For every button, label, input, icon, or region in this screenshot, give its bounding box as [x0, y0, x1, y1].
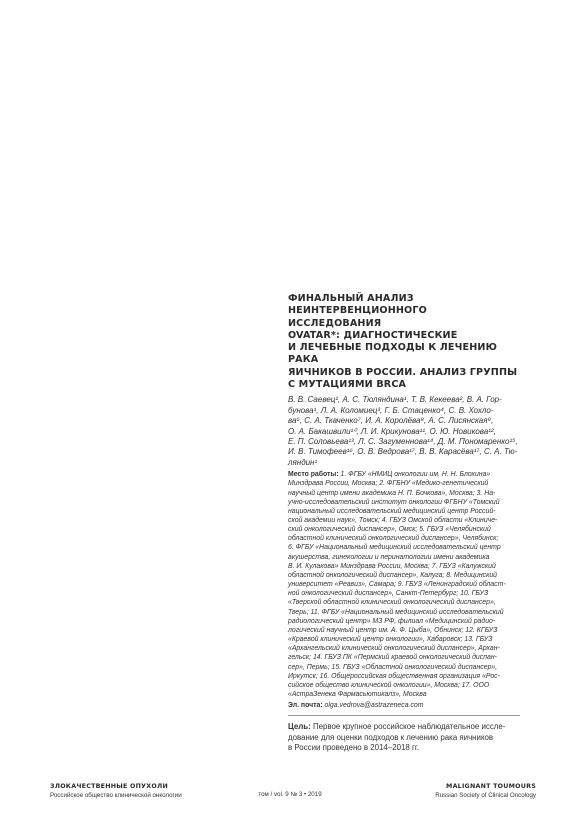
text-line: Иркутск; 16. Общероссийская общественная организация «Рос-: [288, 672, 500, 680]
text-line: И ЛЕЧЕБНЫЕ ПОДХОДЫ К ЛЕЧЕНИЮ РАКА: [288, 342, 498, 366]
text-line: в России проведено в 2014–2018 гг.: [288, 743, 419, 753]
text-line: ский онкологический диспансер», Омск; 5. ГБУЗ «Челябинский: [288, 526, 491, 534]
text-line: «Архангельский клинический онкологический диспансер», Архан-: [288, 645, 500, 653]
aim-paragraph: [288, 722, 520, 754]
email-address[interactable]: olga.vedrova@astrazeneca.com: [322, 702, 424, 710]
text-line: ной онкологический диспансер», Санкт-Петербург; 10. ГБУЗ: [288, 590, 489, 598]
footer-left: [50, 782, 250, 800]
text-line: ФИНАЛЬНЫЙ АНАЛИЗ: [288, 293, 414, 304]
text-line: Е. П. Соловьева¹³, Л. С. Загуменнова¹⁴, Д. М. Пономаренко¹⁵,: [288, 437, 518, 446]
text-line: логический научный центр им. А. Ф. Цыба», Обнинск; 12. КГБУЗ: [288, 626, 498, 634]
society-name-ru: Российское общество клинической онкологии: [50, 792, 182, 799]
journal-title-en: MALIGNANT TOUMOURS: [446, 783, 536, 790]
aim-text: [288, 722, 505, 752]
society-name-en: Russian Society of Clinical Oncology: [435, 792, 536, 799]
text-line: ва⁶, С. А. Ткаченко⁷, И. А. Королёва⁸, А. С. Лисянская⁹,: [288, 416, 494, 426]
text-line: OVATAR*: ДИАГНОСТИЧЕСКИЕ: [288, 329, 458, 341]
text-line: «Краевой клинический центр онкологии», Хабаровск; 13. ГБУЗ: [288, 636, 493, 644]
text-line: радиологический центр» МЗ РФ, филиал «Медицинский радио-: [288, 617, 496, 625]
text-line: национальный исследовательский медицинский центр Россий-: [288, 507, 496, 515]
text-line: О. А. Бакашвили¹⁰, Л. И. Крикунова¹¹, О. Ю. Новикова¹²,: [288, 426, 496, 436]
affiliations: [288, 470, 520, 699]
text-line: областной онкологический диспансер», Калуга; 8. Медицинский: [288, 571, 497, 579]
text-line: сийское общество клинической онкологии», Москва; 17. ООО: [288, 681, 490, 689]
text-line: ляндин¹: [288, 457, 318, 467]
email-label: Эл. почта:: [288, 702, 323, 710]
authors-list: [288, 395, 520, 468]
text-line: С МУТАЦИЯМИ BRCA: [288, 379, 407, 391]
issue-info: том / vol. 9 № 3 • 2019: [258, 791, 322, 798]
page-footer: [0, 782, 580, 812]
text-line: дование для оценки подходов к лечению рака яичников: [288, 732, 494, 742]
text-line: Первое крупное российское наблюдательное иссле-: [310, 722, 506, 732]
text-line: В. В. Саевец¹, А. С. Тюляндина¹, Т. В. Кекеева², В. А. Гор-: [288, 395, 502, 405]
article-title: [288, 293, 520, 391]
footer-right: [336, 782, 536, 800]
email-line: [288, 701, 520, 710]
text-line: 6. ФГБУ «Национальный медицинский исследовательский центр: [288, 544, 501, 552]
text-line: В. И. Кулакова» Минздрава России, Москва; 7. ГБУЗ «Калужский: [288, 562, 496, 570]
text-line: научный центр имени академика Н. П. Бочкова», Москва; 3. На-: [288, 489, 496, 497]
text-line: сер», Пермь; 15. ГБУЗ «Областной онкологический диспансер»,: [288, 663, 498, 671]
text-line: Тверь; 11. ФГБУ «Национальный медицинский исследовательский: [288, 608, 504, 616]
text-line: «Тверской областной клинический онкологический диспансер»,: [288, 599, 496, 607]
text-line: ЯИЧНИКОВ В РОССИИ. АНАЛИЗ ГРУППЫ: [288, 366, 518, 378]
article-block: [288, 293, 520, 754]
text-line: И. В. Тимофеев¹⁶, О. В. Ведрова¹⁷, В. В. Карасёва¹⁷, С. А. Тю-: [288, 447, 518, 457]
text-line: Минздрава России, Москва; 2. ФГБНУ «Медико-генетический: [288, 480, 489, 488]
text-line: акушерства, гинекологии и перинатологии имени академика: [288, 553, 490, 561]
text-line: учно-исследовательский институт онкологии ФГБНУ «Томский: [288, 498, 500, 506]
text-line: «АстраЗенека Фармасьютикалз», Москва: [288, 690, 427, 698]
text-line: бунова¹, Л. А. Коломиец³, Г. Б. Стаценко⁴, С. В. Хохло-: [288, 405, 494, 415]
text-line: областной клинический онкологический диспансер», Челябинск;: [288, 535, 499, 543]
aim-label: Цель:: [288, 722, 311, 732]
journal-title-ru: ЗЛОКАЧЕСТВЕННЫЕ ОПУХОЛИ: [50, 783, 168, 790]
text-line: НЕИНТЕРВЕНЦИОННОГО ИССЛЕДОВАНИЯ: [288, 305, 427, 329]
text-line: гельск; 14. ГБУЗ ПК «Пермский краевой онкологический диспан-: [288, 654, 497, 662]
section-divider: [288, 715, 520, 716]
text-line: университет «Реавиз», Самара; 9. ГБУЗ «Ленинградский област-: [288, 581, 506, 589]
affiliations-label: Место работы:: [288, 471, 339, 479]
text-line: 1. ФГБУ «НМИЦ онкологии им. Н. Н. Блохина»: [338, 471, 491, 479]
text-line: ской академии наук», Томск; 4. ГБУЗ Омской области «Клиниче-: [288, 517, 498, 524]
affiliations-text: [288, 471, 506, 698]
